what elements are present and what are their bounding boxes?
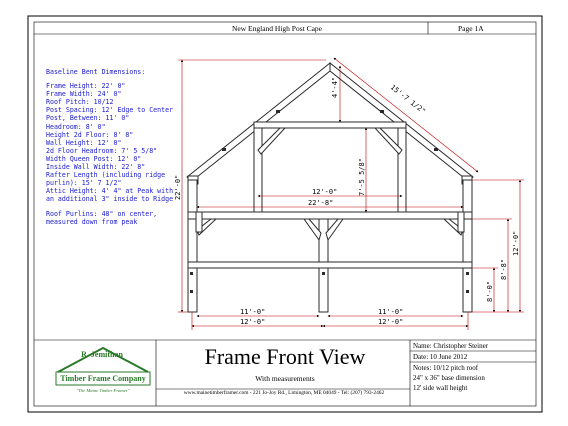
note-line: Width Queen Post: 12' 0" (46, 154, 142, 163)
tb-notes: Notes: 10/12 pitch roof (413, 364, 479, 372)
baseline-notes (46, 68, 206, 226)
spacing-left-label: 12'-0" (240, 318, 266, 326)
headroom2-label: 7'-5 5/8" (358, 158, 366, 196)
logo-name: R. Jemithan (81, 350, 123, 359)
tb-notes-line: 24" x 36" base dimension (413, 374, 485, 382)
wall-height-label: 12'-0" (512, 230, 520, 256)
note-line: Headroom: 8' 0" (46, 122, 106, 131)
note-line: 2d Floor Headroom: 7' 5 5/8" (46, 146, 158, 155)
collar-tie (254, 122, 406, 128)
floor-girt (188, 262, 472, 268)
frame-height-label: 22'-0" (174, 174, 182, 200)
center-left-brace (304, 219, 321, 240)
sheet-title: New England High Post Cape (232, 24, 322, 33)
note-line: Height 2d Floor: 8' 8" (46, 130, 134, 139)
logo-company: Timber Frame Company (60, 374, 146, 383)
page-number: Page 1A (458, 24, 484, 33)
tb-date: Date: 10 June 2012 (413, 353, 468, 361)
note-line: Post, Between: 11' 0" (46, 114, 130, 123)
note-line: Frame Width: 24' 0" (46, 90, 122, 99)
left-queen-post (254, 124, 262, 216)
note-line: Post Spacing: 12' Edge to Center (46, 106, 174, 115)
notes-heading: Baseline Bent Dimensions: (46, 68, 146, 76)
inside-width-label: 22'-8" (308, 199, 334, 207)
headroom1-label: 8'-0" (486, 280, 494, 302)
center-right-brace (326, 219, 343, 240)
note-line: Rafter Length (including ridge (46, 171, 166, 180)
purlins-note: Roof Purlins: 48" on center, (46, 209, 158, 218)
rafter-length-label: 15'-7 1/2" (388, 83, 427, 116)
company-address: www.mainetimberframer.com - 221 Jo-Joy Rd., Limington, ME 04049 - Tel: (207) 793-2462 (183, 390, 385, 396)
tie-beam (188, 212, 472, 219)
note-line: purlin): 15' 7 1/2" (46, 179, 122, 188)
floor2-height-label: 8'-8" (500, 258, 508, 280)
between-left-label: 11'-0" (240, 308, 266, 316)
note-line: Roof Pitch: 10/12 (46, 98, 114, 107)
tb-name: Name: Christopher Steiner (413, 342, 489, 350)
drawing-subtitle: With measurements (255, 374, 315, 383)
tb-notes-line: 12' side wall height (413, 384, 468, 392)
note-line: Inside Wall Width: 22' 8" (46, 163, 146, 172)
note-line: Frame Height: 22' 0" (46, 82, 126, 91)
spacing-right-label: 12'-0" (378, 318, 404, 326)
queen-width-label: 12'-0" (312, 188, 338, 196)
purlins-note: measured down from peak (46, 217, 138, 226)
note-line: Wall Height: 12' 0" (46, 138, 122, 147)
between-right-label: 11'-0" (378, 308, 404, 316)
attic-height-label: 4'-4" (331, 76, 339, 98)
note-line: Attic Height: 4' 4" at Peak with (46, 187, 174, 196)
note-line: an additional 3" inside to Ridge (46, 195, 174, 204)
right-wall-strut (458, 212, 464, 232)
right-queen-post (398, 124, 406, 216)
drawing-title: Frame Front View (204, 344, 366, 369)
logo-tagline: "The Maine Timber Framer" (76, 388, 130, 393)
